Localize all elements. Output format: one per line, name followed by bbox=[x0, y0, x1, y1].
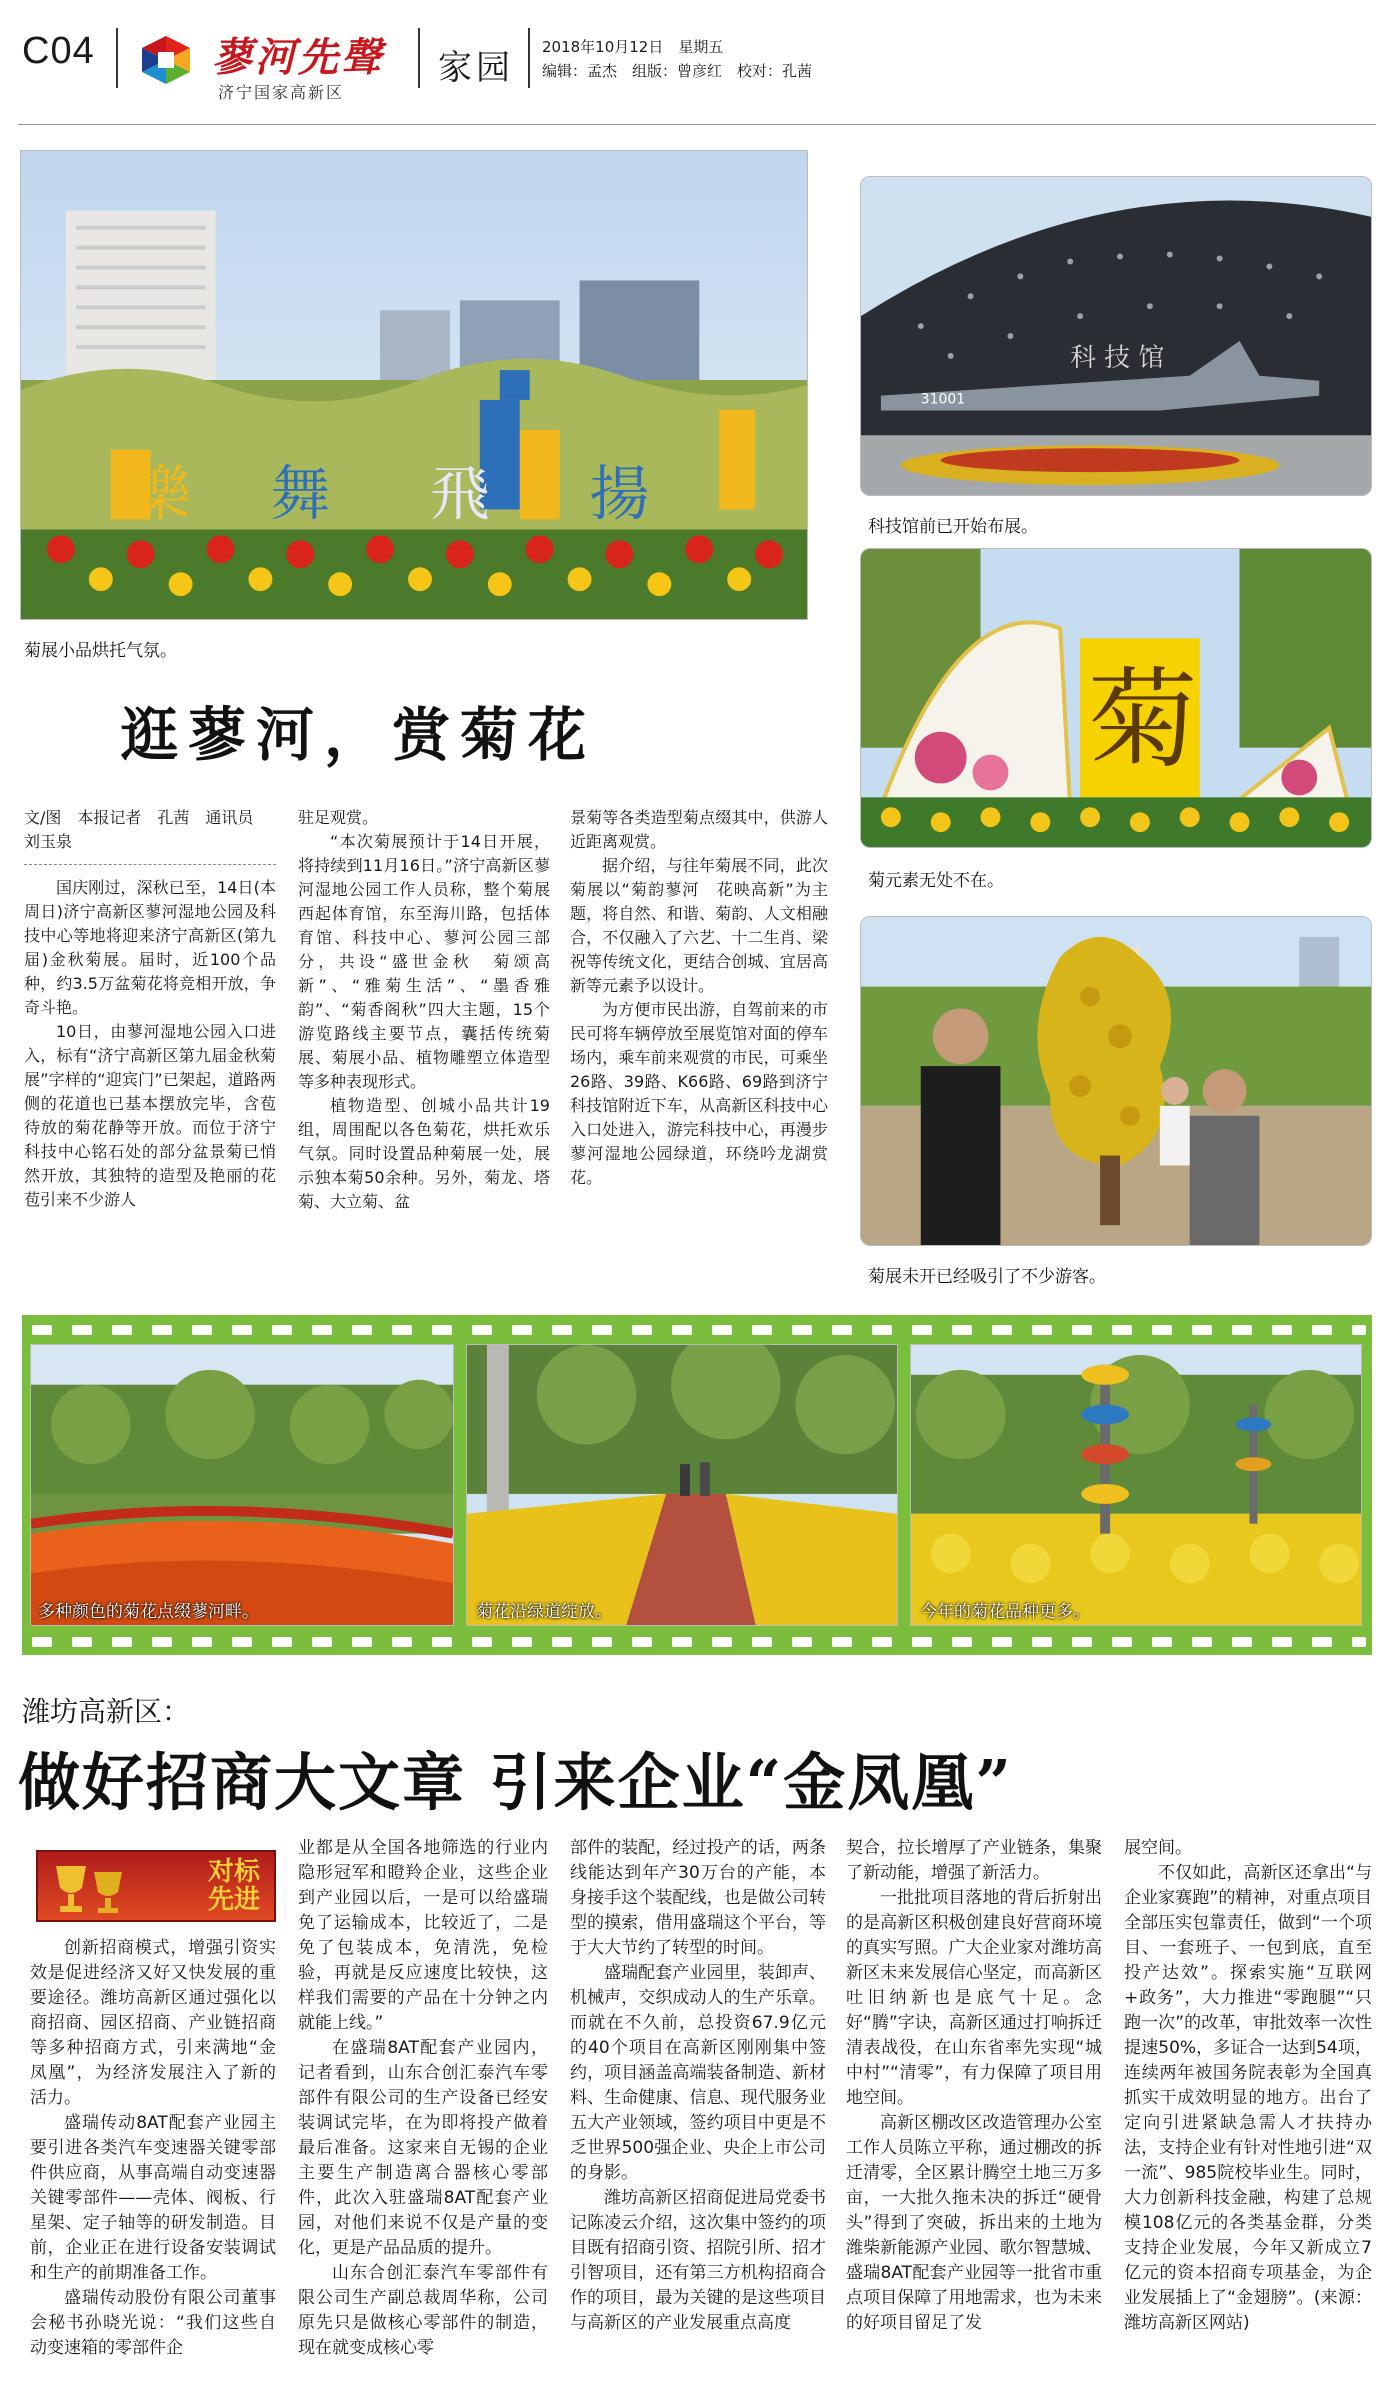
divider bbox=[116, 28, 118, 88]
photo-caption: 菊展未开已经吸引了不少游客。 bbox=[868, 1267, 1106, 1287]
article-headline: 逛蓼河，赏菊花 bbox=[120, 701, 597, 769]
article-kicker: 潍坊高新区： bbox=[22, 1695, 191, 1728]
paragraph: 盛瑞传动股份有限公司董事会秘书孙晓光说：“我们这些自动变速箱的零部件企 bbox=[30, 2288, 276, 2358]
section-name: 家园 bbox=[438, 48, 514, 88]
sign-letter: 舞 bbox=[270, 460, 331, 530]
strip-caption: 多种颜色的菊花点缀蓼河畔。 bbox=[38, 1602, 259, 1622]
film-perforations bbox=[22, 1634, 1372, 1648]
brand-subtitle: 济宁国家高新区 bbox=[218, 83, 345, 102]
paragraph: “本次菊展预计于14日开展，将持续到11月16日。”济宁高新区蓼河湿地公园工作人员称，整个菊展西起体育馆，东至海川路，包括体育馆、科技中心、蓼河公园三部分，共设“盛世金秋 菊颂高新”、“雅菊生活”、“墨香雅韵”、“菊香阁秋”四大主题，15个游览路线主要节点，囊括传统菊展、菊展小品、植物雕塑立体造型等多种表现形式。 bbox=[298, 832, 550, 1091]
trophy-icon bbox=[46, 1858, 136, 1918]
paragraph: 不仅如此，高新区还拿出“与企业家赛跑”的精神，对重点项目全部压实包靠责任，做到“一个项目、一套班子、一包到底，直至投产达效”。探索实施“互联网+政务”，大力推进“零跑腿”“只跑一次”的改革，审批效率一次性提速50%，多证合一达到54项，连续两年被国务院表彰为全国真抓实干成效明显的地方。出台了定向引进紧缺急需人才扶持办法，支持企业有针对性地引进“双一流”、985院校毕业生。同时，大力创新科技金融，构建了总规模108亿元的各类基金群，分类支持企业发展，今年又新成立7亿元的资本招商专项基金，为企业发展插上了“金翅膀”。(来源：潍坊高新区网站) bbox=[1124, 1863, 1372, 2333]
ju-character: 菊 bbox=[1088, 655, 1198, 784]
paragraph: 业都是从全国各地筛选的行业内隐形冠军和瞪羚企业，这些企业到产业园以后，一是可以给盛瑞免了运输成本，比较近了，二是免了包装成本，免清洗，免检验，再就是反应速度比较快，这样我们需要的产品在十分钟之内就能上线。” bbox=[298, 1838, 548, 2033]
strip-caption: 今年的菊花品种更多。 bbox=[920, 1602, 1090, 1622]
photo-chrysanthemum-sign bbox=[860, 548, 1372, 848]
paragraph: 景菊等各类造型菊点缀其中，供游人近距离观赏。 bbox=[570, 808, 828, 851]
brand-logo-icon bbox=[140, 34, 192, 86]
paragraph: 盛瑞传动8AT配套产业园主要引进各类汽车变速器关键零部件供应商，从事高端自动变速器关键零部件——壳体、阀板、行星架、定子轴等的研发制造。目前，企业正在进行设备安装调试和生产的前期准备工作。 bbox=[30, 2113, 276, 2283]
article-column bbox=[570, 1836, 826, 2336]
photo-sign-exhibit bbox=[20, 150, 808, 620]
paragraph: 据介绍，与往年菊展不同，此次菊展以“菊韵蓼河 花映高新”为主题，将自然、和谐、菊韵、人文相融合，不仅融入了六艺、十二生肖、梁祝等传统文化，更结合创城、宜居高新等元素予以设计。 bbox=[570, 856, 828, 995]
paragraph: 国庆刚过，深秋已至，14日(本周日)济宁高新区蓼河湿地公园及科技中心等地将迎来济宁高新区(第九届)金秋菊展。届时，近100个品种，约3.5万盆菊花将竞相开放，争奇斗艳。 bbox=[24, 878, 276, 1017]
article-column bbox=[570, 806, 828, 1190]
museum-sign: 科 技 馆 bbox=[1070, 342, 1165, 373]
badge-text bbox=[208, 1858, 260, 1914]
paragraph: 展空间。 bbox=[1124, 1838, 1192, 1858]
paragraph: 在盛瑞8AT配套产业园内，记者看到，山东合创汇泰汽车零部件有限公司的生产设备已经安装调试完毕，在为即将投产做着最后准备。这家来自无锡的企业主要生产制造离合器核心零部件，此次入驻盛瑞8AT配套产业园，对他们来说不仅是产量的变化，更是产品品质的提升。 bbox=[298, 2038, 548, 2258]
article-headline: 做好招商大文章 引来企业“金凤凰” bbox=[18, 1746, 1013, 1819]
photo-caption: 科技馆前已开始布展。 bbox=[868, 517, 1038, 537]
page-number: C04 bbox=[22, 30, 95, 72]
strip-caption: 菊花沿绿道绽放。 bbox=[476, 1602, 612, 1622]
date-line: 2018年10月12日 星期五 bbox=[542, 38, 724, 56]
brand-title: 蓼河先聲 bbox=[212, 34, 384, 81]
sign-letter: 飛 bbox=[429, 460, 490, 530]
paragraph: 高新区棚改区改造管理办公室工作人员陈立平称，通过棚改的拆迁清零，全区累计腾空土地三万多亩，一大批久拖未决的拆迁“硬骨头”得到了突破，拆出来的土地为潍柴新能源产业园、歌尔智慧城、盛瑞8AT配套产业园等一批省市重点项目保障了用地需求，也为未来的好项目留足了发 bbox=[846, 2113, 1102, 2333]
benchmark-badge bbox=[36, 1850, 276, 1922]
article-column bbox=[24, 876, 276, 1212]
paragraph: 潍坊高新区招商促进局党委书记陈凌云介绍，这次集中签约的项目既有招商引资、招院引所、招才引智项目，还有第三方机构招商合作的项目，最为关键的是这些项目与高新区的产业发展重点高度 bbox=[570, 2188, 826, 2333]
sign-letter: 樂 bbox=[130, 460, 191, 530]
photo-science-museum bbox=[860, 176, 1372, 496]
jet-number: 31001 bbox=[920, 391, 966, 408]
photo-caption: 菊元素无处不在。 bbox=[868, 871, 1004, 891]
article-column bbox=[846, 1836, 1102, 2336]
article-column bbox=[1124, 1836, 1372, 2336]
badge-line: 先进 bbox=[207, 1885, 260, 1915]
sign-letter: 揚 bbox=[589, 460, 650, 530]
strip-photo-varieties bbox=[910, 1344, 1362, 1626]
paragraph: 10日，由蓼河湿地公园入口进入，标有“济宁高新区第九届金秋菊展”字样的“迎宾门”已架起，道路两侧的花道也已基本摆放完毕，含苞待放的菊花静等开放。而位于济宁科技中心铭石处的部分盆景菊已悄然开放，其独特的造型及艳丽的花苞引来不少游人 bbox=[24, 1022, 276, 1209]
paragraph: 一批批项目落地的背后折射出的是高新区积极创建良好营商环境的真实写照。广大企业家对潍坊高新区未来发展信心坚定，而高新区吐旧纳新也是底气十足。念好“腾”字诀，高新区通过打响拆迁清表战役，在山东省率先实现“城中村”“清零”，有力保障了项目用地空间。 bbox=[846, 1888, 1102, 2108]
photo-caption: 菊展小品烘托气氛。 bbox=[24, 641, 177, 661]
divider bbox=[418, 28, 420, 88]
staff-line: 编辑：孟杰 组版：曾彦红 校对：孔茜 bbox=[542, 62, 813, 80]
strip-photo-riverside bbox=[30, 1344, 454, 1626]
header-rule bbox=[18, 124, 1376, 125]
article-column bbox=[298, 1836, 548, 2361]
article-column bbox=[30, 1936, 276, 2361]
paragraph: 为方便市民出游，自驾前来的市民可将车辆停放至展览馆对面的停车场内，乘车前来观赏的市民，可乘坐26路、39路、K66路、69路到济宁科技馆附近下车，从高新区科技中心入口处进入，游完科技中心，再漫步蓼河湿地公园绿道，环绕吟龙湖赏花。 bbox=[570, 1000, 828, 1187]
article-column bbox=[298, 806, 550, 1214]
paragraph: 盛瑞配套产业园里，装卸声、机械声，交织成动人的生产乐章。而就在不久前，总投资67.9亿元的40个项目在高新区刚刚集中签约，项目涵盖高端装备制造、新材料、生命健康、信息、现代服务业五大产业领域，签约项目中更是不乏世界500强企业、央企上市公司的身影。 bbox=[570, 1963, 826, 2183]
paragraph: 山东合创汇泰汽车零部件有限公司生产副总裁周华称，公司原先只是做核心零部件的制造，现在就变成核心零 bbox=[298, 2263, 548, 2358]
byline: 文/图 本报记者 孔茜 通讯员 刘玉泉 bbox=[24, 808, 270, 851]
badge-line: 对标 bbox=[207, 1857, 260, 1887]
photo-visitors bbox=[860, 916, 1372, 1246]
paragraph: 植物造型、创城小品共计19组，周围配以各色菊花，烘托欢乐气氛。同时设置品种菊展一处，展示独本菊50余种。另外，菊龙、塔菊、大立菊、盆 bbox=[298, 1096, 550, 1211]
film-perforations bbox=[22, 1322, 1372, 1336]
paragraph: 创新招商模式，增强引资实效是促进经济又好又快发展的重要途径。潍坊高新区通过强化以商招商、园区招商、产业链招商等多种招商方式，引来满地“金凤凰”，为经济发展注入了新的活力。 bbox=[30, 1938, 276, 2108]
paragraph: 契合，拉长增厚了产业链条，集聚了新动能，增强了新活力。 bbox=[846, 1838, 1102, 1883]
paragraph: 驻足观赏。 bbox=[298, 808, 379, 827]
paragraph: 部件的装配，经过投产的话，两条线能达到年产30万台的产能，本身接手这个装配线，也是做公司转型的摸索，借用盛瑞这个平台，等于大大节约了转型的时间。 bbox=[570, 1838, 826, 1958]
divider bbox=[24, 864, 276, 865]
divider bbox=[528, 28, 530, 88]
strip-photo-greenway bbox=[466, 1344, 898, 1626]
